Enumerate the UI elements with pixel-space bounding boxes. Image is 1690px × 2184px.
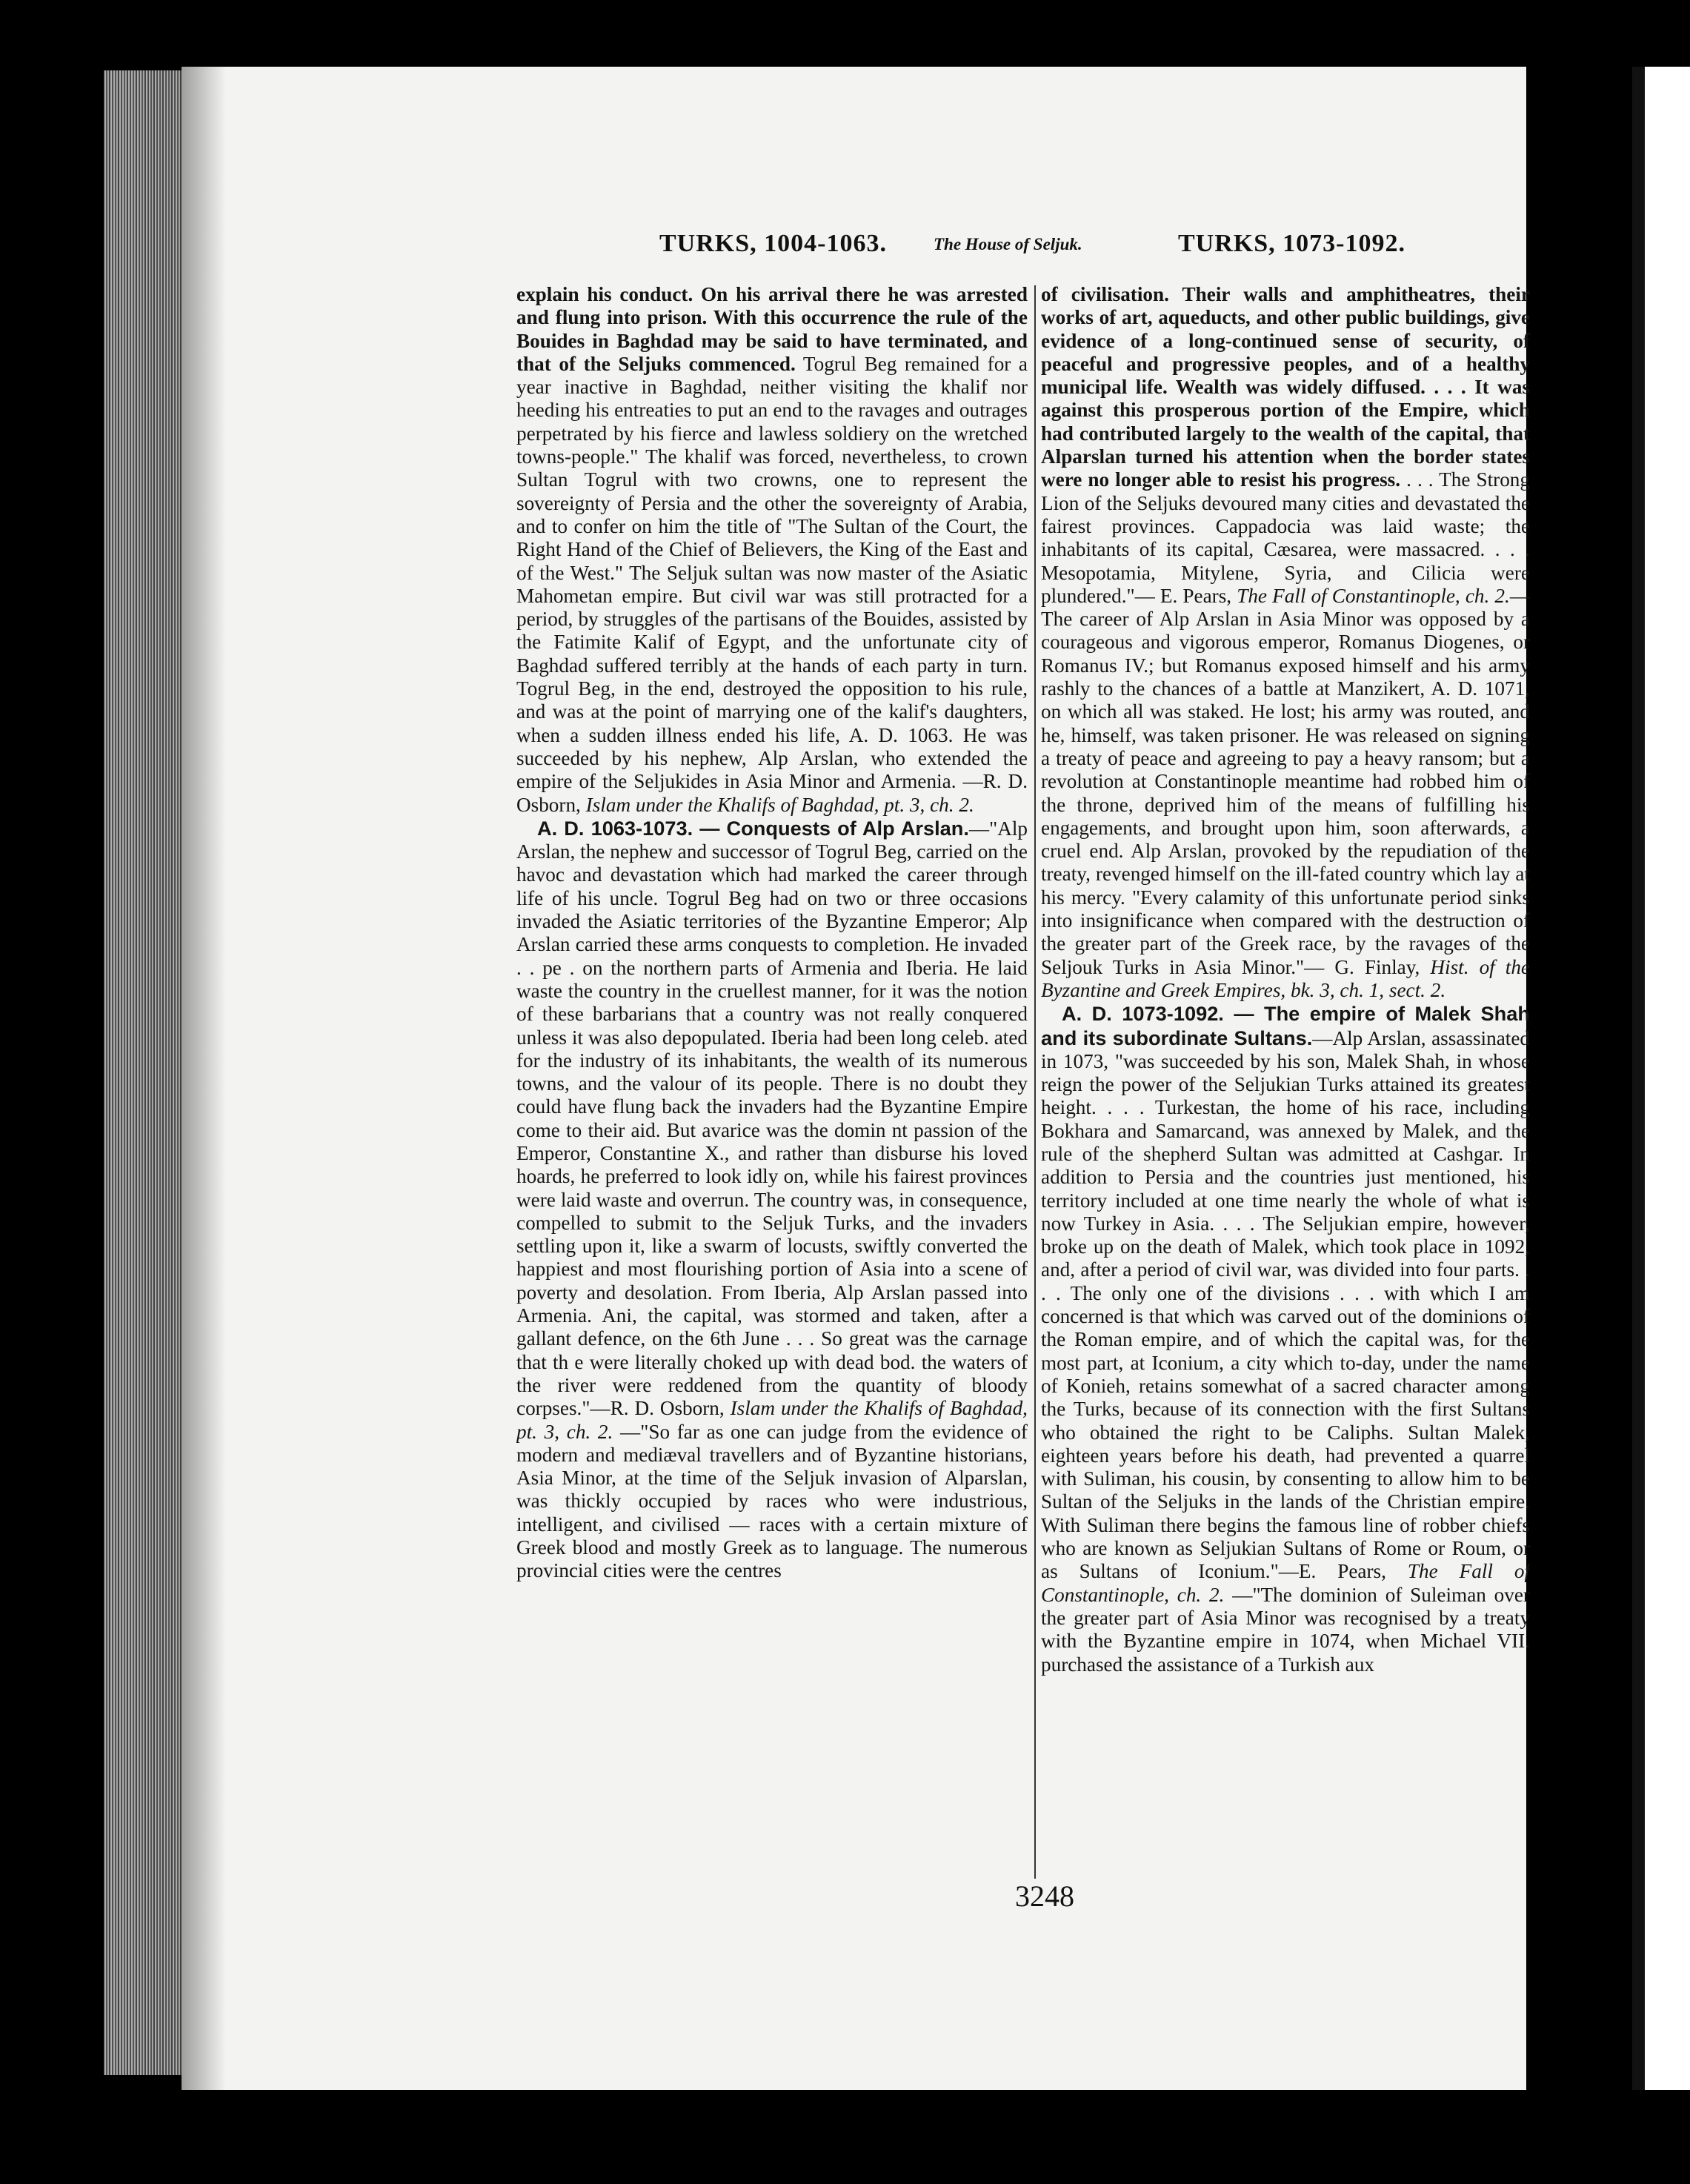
citation: Hist. of the Byzantine and Greek Empires, bk. 3, ch. 1, sect. 2. <box>1041 955 1530 1001</box>
paragraph-body: —The career of Alp Arslan in Asia Minor was opposed by a courageous and vigorous emperor, Romanus Diogenes, or Romanus IV.; but Romanus exposed himself and his army rashly to the chances of a battle at Manzikert, A. D. 1071, on which all was staked. He lost; his army was routed, and he, himself, was taken prisoner. He was released on signing a treaty of peace and agreeing to pay a heavy ransom; but a revolution at Constantinople meantime had robbed him of the throne, deprived him of the means of fulfilling his engagements, and brought upon him, soon afterwards, a cruel end. Alp Arslan, provoked by the repudiation of the treaty, revenged himself on the ill-fated country which lay at his mercy. "Every calamity of this unfortunate period sinks into insignificance when compared with the destruction of the greater part of the Greek race, by the ravages of the Seljouk Turks in Asia Minor."— G. Finlay, <box>1041 584 1530 978</box>
paragraph <box>1041 1002 1530 1676</box>
left-text-column <box>516 283 1028 1876</box>
citation: The Fall of Constantinople, ch. 2. <box>1041 1560 1530 1606</box>
paragraph <box>1041 283 1530 1002</box>
citation: The Fall of Constantinople, ch. 2. <box>1237 584 1510 607</box>
paragraph <box>516 283 1028 817</box>
right-margin-edge <box>1645 67 1690 2090</box>
paragraph-intro: of civilisation. Their walls and amphitheatres, their works of art, aqueducts, and other public buildings, give evidence of a long-continued sense of security, of peaceful and progressive peoples, and of a healthy municipal life. Wealth was widely diffused. . . . It was against this prosperous portion of the Empire, which had contributed largely to the wealth of the capital, that Alparslan turned his attention when the border states were no longer able to resist his progress. <box>1041 283 1530 491</box>
running-header-right: TURKS, 1073-1092. <box>1178 230 1405 257</box>
paragraph-body: —"Alp Arslan, the nephew and successor of Togrul Beg, carried on the havoc and devastation which had marked the career through life of his uncle. Togrul Beg had on two or three occasions invaded the Asiatic territories of the Byzantine Emperor; Alp Arslan carried these arms conquests to completion. He invaded . . pe . on the northern parts of Armenia and Iberia. He laid waste the country in the cruellest manner, for it was the notion of these barbarians that a country was not really conquered unless it was also depopulated. Iberia had been long celeb. ated for the industry of its inhabitants, the wealth of its numerous towns, and the valour of its people. There is no doubt they could have flung back the invaders had the Byzantine Empire come to their aid. But avarice was the domin nt passion of the Emperor, Constantine X., and rather than disburse his loved hoards, he preferred to look idly on, while his fairest provinces were laid waste and overrun. The country was, in consequence, compelled to submit to the Seljuk Turks, and the invaders settling upon it, like a swarm of locusts, swiftly converted the happiest and most flourishing portion of Asia into a scene of poverty and desolation. From Iberia, Alp Arslan passed into Armenia. Ani, the capital, was stormed and taken, after a gallant defence, on the 6th June . . . So great was the carnage that th e were literally choked up with dead bod. the waters of the river were reddened from the quantity of bloody corpses."—R. D. Osborn, <box>516 817 1028 1420</box>
paragraph <box>516 817 1028 1583</box>
running-header-center: The House of Seljuk. <box>934 235 1082 253</box>
citation: Islam under the Khalifs of Baghdad, pt. 3, ch. 2. <box>516 1397 1028 1443</box>
running-header-left: TURKS, 1004-1063. <box>659 230 887 257</box>
right-text-column <box>1041 283 1530 1876</box>
gutter-shadow <box>182 67 226 2090</box>
paragraph-body: —"So far as one can judge from the evidence of modern and mediæval travellers and of Byzantine historians, Asia Minor, at the time of the Seljuk invasion of Alparslan, was thickly occupied by races who were industrious, intelligent, and civilised — races with a certain mixture of Greek blood and mostly Greek as to language. The numerous provincial cities were the centres <box>516 1420 1028 1582</box>
column-divider <box>1034 285 1036 1879</box>
paragraph-body: —"The dominion of Suleiman over the greater part of Asia Minor was recognised by a treaty with the Byzantine empire in 1074, when Michael VII. purchased the assistance of a Turkish aux <box>1041 1583 1530 1676</box>
paragraph-intro: explain his conduct. On his arrival there he was arrested and flung into prison. With this occurrence the rule of the Bouides in Baghdad may be said to have terminated, and that of the Seljuks commenced. <box>516 283 1028 375</box>
page-number: 3248 <box>1015 1879 1074 1913</box>
section-heading: A. D. 1063-1073. — Conquests of Alp Arslan. <box>537 816 969 840</box>
paragraph-body: Togrul Beg remained for a year inactive in Baghdad, neither visiting the khalif nor heeding his entreaties to put an end to the ravages and outrages perpetrated by his fierce and lawless soldiery on the wretched towns-people." The khalif was forced, nevertheless, to crown Sultan Togrul with two crowns, one to represent the sovereignty of Persia and the other the sovereignty of Arabia, and to confer on him the title of "The Sultan of the Court, the Right Hand of the Chief of Believers, the King of the East and of the West." The Seljuk sultan was now master of the Asiatic Mahometan empire. But civil war was still protracted for a period, by struggles of the partisans of the Bouides, assisted by the Fatimite Kalif of Egypt, and the unfortunate city of Baghdad suffered terribly at the hands of each party in turn. Togrul Beg, in the end, destroyed the opposition to his rule, and was at the point of marrying one of the kalif's daughters, when a sudden illness ended his life, A. D. 1063. He was succeeded by his nephew, Alp Arslan, who extended the empire of the Seljukides in Asia Minor and Armenia. —R. D. Osborn, <box>516 352 1028 816</box>
citation: Islam under the Khalifs of Baghdad, pt. 3, ch. 2. <box>585 793 974 816</box>
section-heading: A. D. 1073-1092. — The empire of Malek Shah and its subordinate Sultans. <box>1041 1002 1530 1049</box>
paragraph-body: —Alp Arslan, assassinated in 1073, "was succeeded by his son, Malek Shah, in whose reign the power of the Seljukian Turks attained its greatest height. . . . Turkestan, the home of his race, including Bokhara and Samarcand, was annexed by Malek, and the rule of the shepherd Sultan was admitted at Cashgar. In addition to Persia and the countries just mentioned, his territory included at one time nearly the whole of what is now Turkey in Asia. . . . The Seljukian empire, however, broke up on the death of Malek, which took place in 1092, and, after a period of civil war, was divided into four parts. . . . The only one of the divisions . . . with which I am concerned is that which was carved out of the dominions of the Roman empire, and of which the capital was, for the most part, at Iconium, a city which to-day, under the name of Konieh, retains somewhat of a sacred character among the Turks, because of its connection with the first Sultans who obtained the right to be Caliphs. Sultan Malek, eighteen years before his death, had prevented a quarrel with Suliman, his cousin, by consenting to allow him to be Sultan of the Seljuks in the lands of the Christian empire. With Suliman there begins the famous line of robber chiefs who are known as Seljukian Sultans of Rome or Roum, or as Sultans of Iconium."—E. Pears, <box>1041 1026 1530 1583</box>
book-page-edges <box>104 70 185 2075</box>
right-margin-shadow <box>1632 67 1645 2090</box>
paragraph-body: . . . The Strong Lion of the Seljuks devoured many cities and devastated the fairest provinces. Cappadocia was laid waste; the inhabitants of its capital, Cæsarea, were massacred. . . . Mesopotamia, Mitylene, Syria, and Cilicia were plundered."— E. Pears, <box>1041 468 1530 607</box>
